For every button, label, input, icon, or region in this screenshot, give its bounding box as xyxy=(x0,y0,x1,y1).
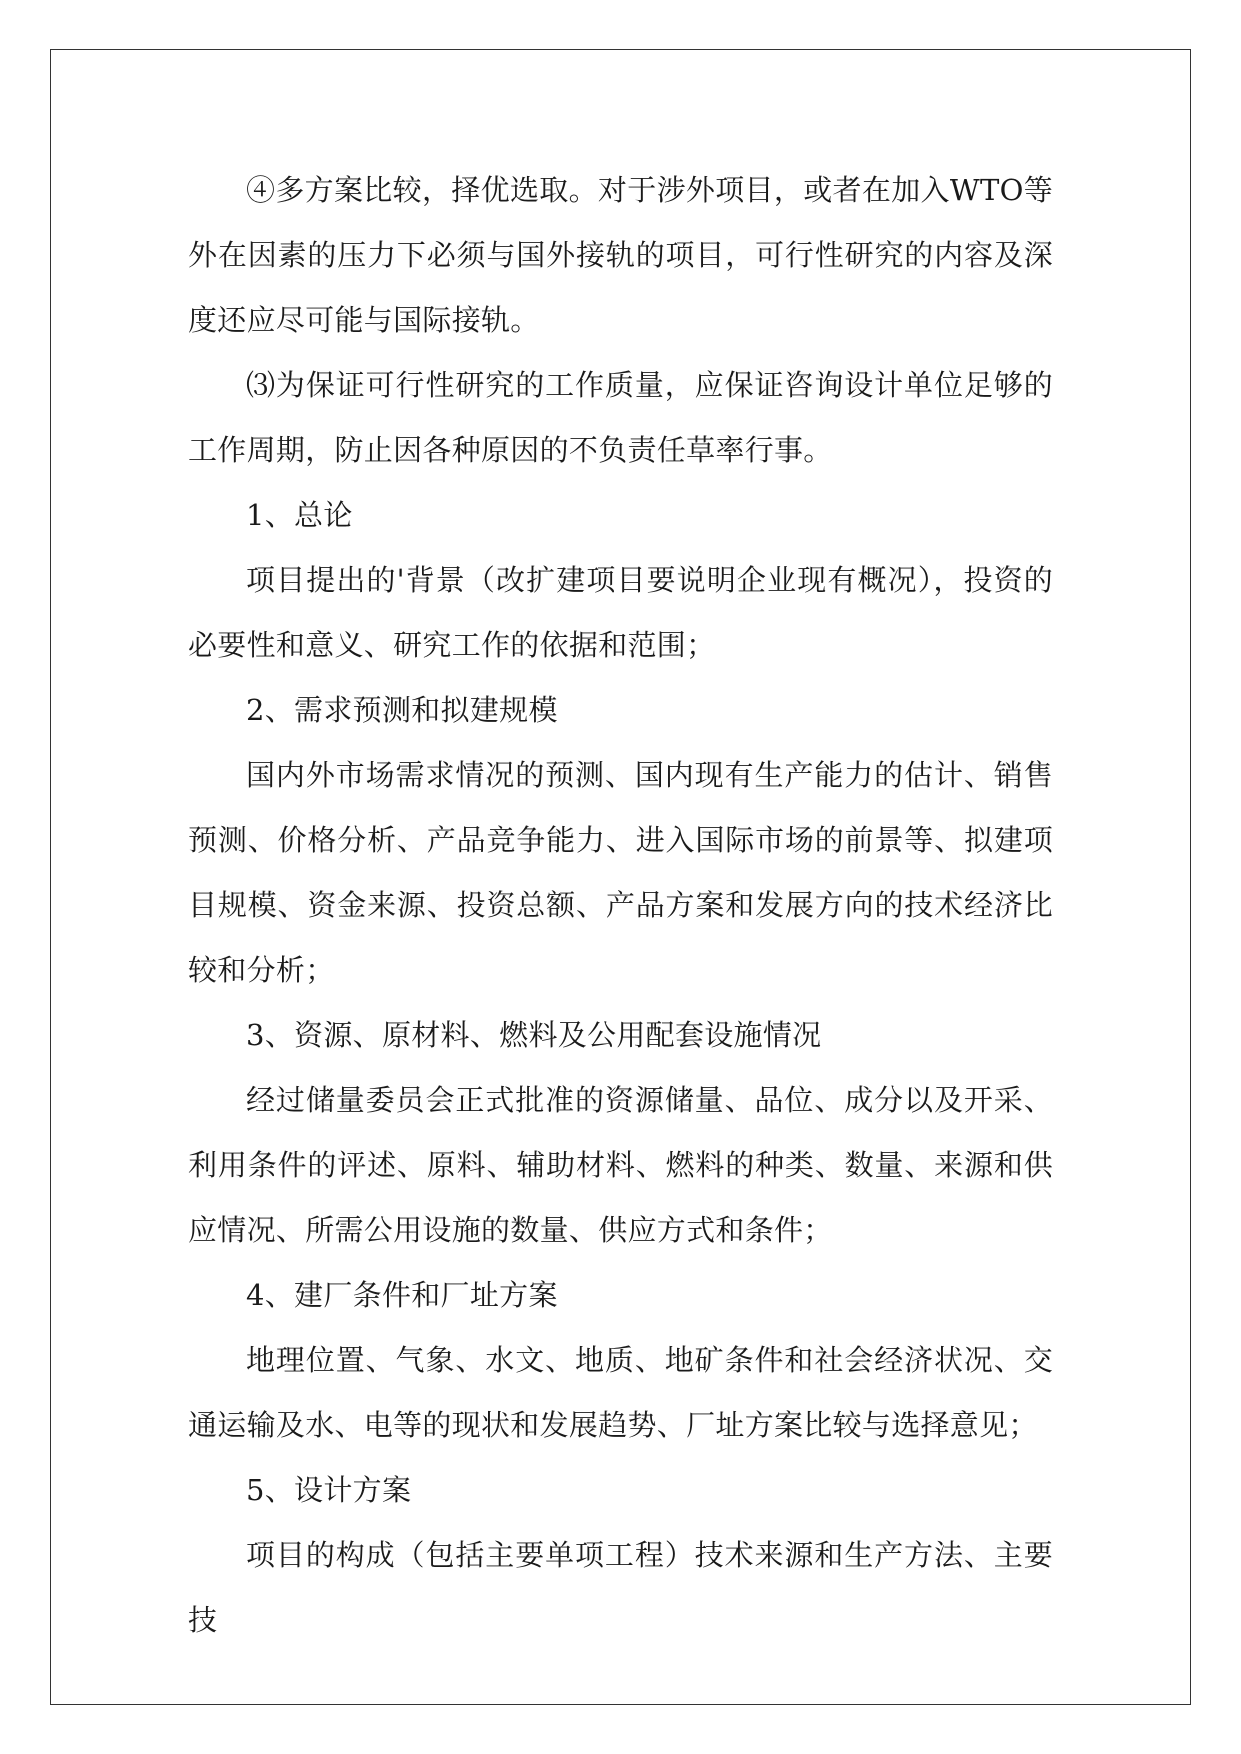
paragraph-multi-plan-comparison: ④多方案比较，择优选取。对于涉外项目，或者在加入WTO等外在因素的压力下必须与国外接轨的项目，可行性研究的内容及深度还应尽可能与国际接轨。 xyxy=(188,173,1053,337)
paragraph-demand-forecast: 国内外市场需求情况的预测、国内现有生产能力的估计、销售预测、价格分析、产品竞争能力、进入国际市场的前景等、拟建项目规模、资金来源、投资总额、产品方案和发展方向的技术经济比较和分析； xyxy=(188,758,1053,987)
paragraph-general: 项目提出的'背景（改扩建项目要说明企业现有概况），投资的必要性和意义、研究工作的依据和范围； xyxy=(188,563,1053,662)
section-heading-design-plan: 5、设计方案 xyxy=(246,1473,412,1507)
paragraph-work-quality: ⑶为保证可行性研究的工作质量，应保证咨询设计单位足够的工作周期，防止因各种原因的不负责任草率行事。 xyxy=(188,368,1053,467)
document-body xyxy=(188,158,1053,1653)
section-heading-resources: 3、资源、原材料、燃料及公用配套设施情况 xyxy=(246,1018,822,1052)
paragraph-site-conditions: 地理位置、气象、水文、地质、地矿条件和社会经济状况、交通运输及水、电等的现状和发展趋势、厂址方案比较与选择意见； xyxy=(188,1343,1053,1442)
section-heading-site-conditions: 4、建厂条件和厂址方案 xyxy=(246,1278,558,1312)
section-heading-demand-forecast: 2、需求预测和拟建规模 xyxy=(246,693,558,727)
paragraph-resources: 经过储量委员会正式批准的资源储量、品位、成分以及开采、利用条件的评述、原料、辅助材料、燃料的种类、数量、来源和供应情况、所需公用设施的数量、供应方式和条件； xyxy=(188,1083,1053,1247)
section-heading-general: 1、总论 xyxy=(246,498,353,532)
paragraph-design-plan: 项目的构成（包括主要单项工程）技术来源和生产方法、主要技 xyxy=(188,1538,1053,1637)
